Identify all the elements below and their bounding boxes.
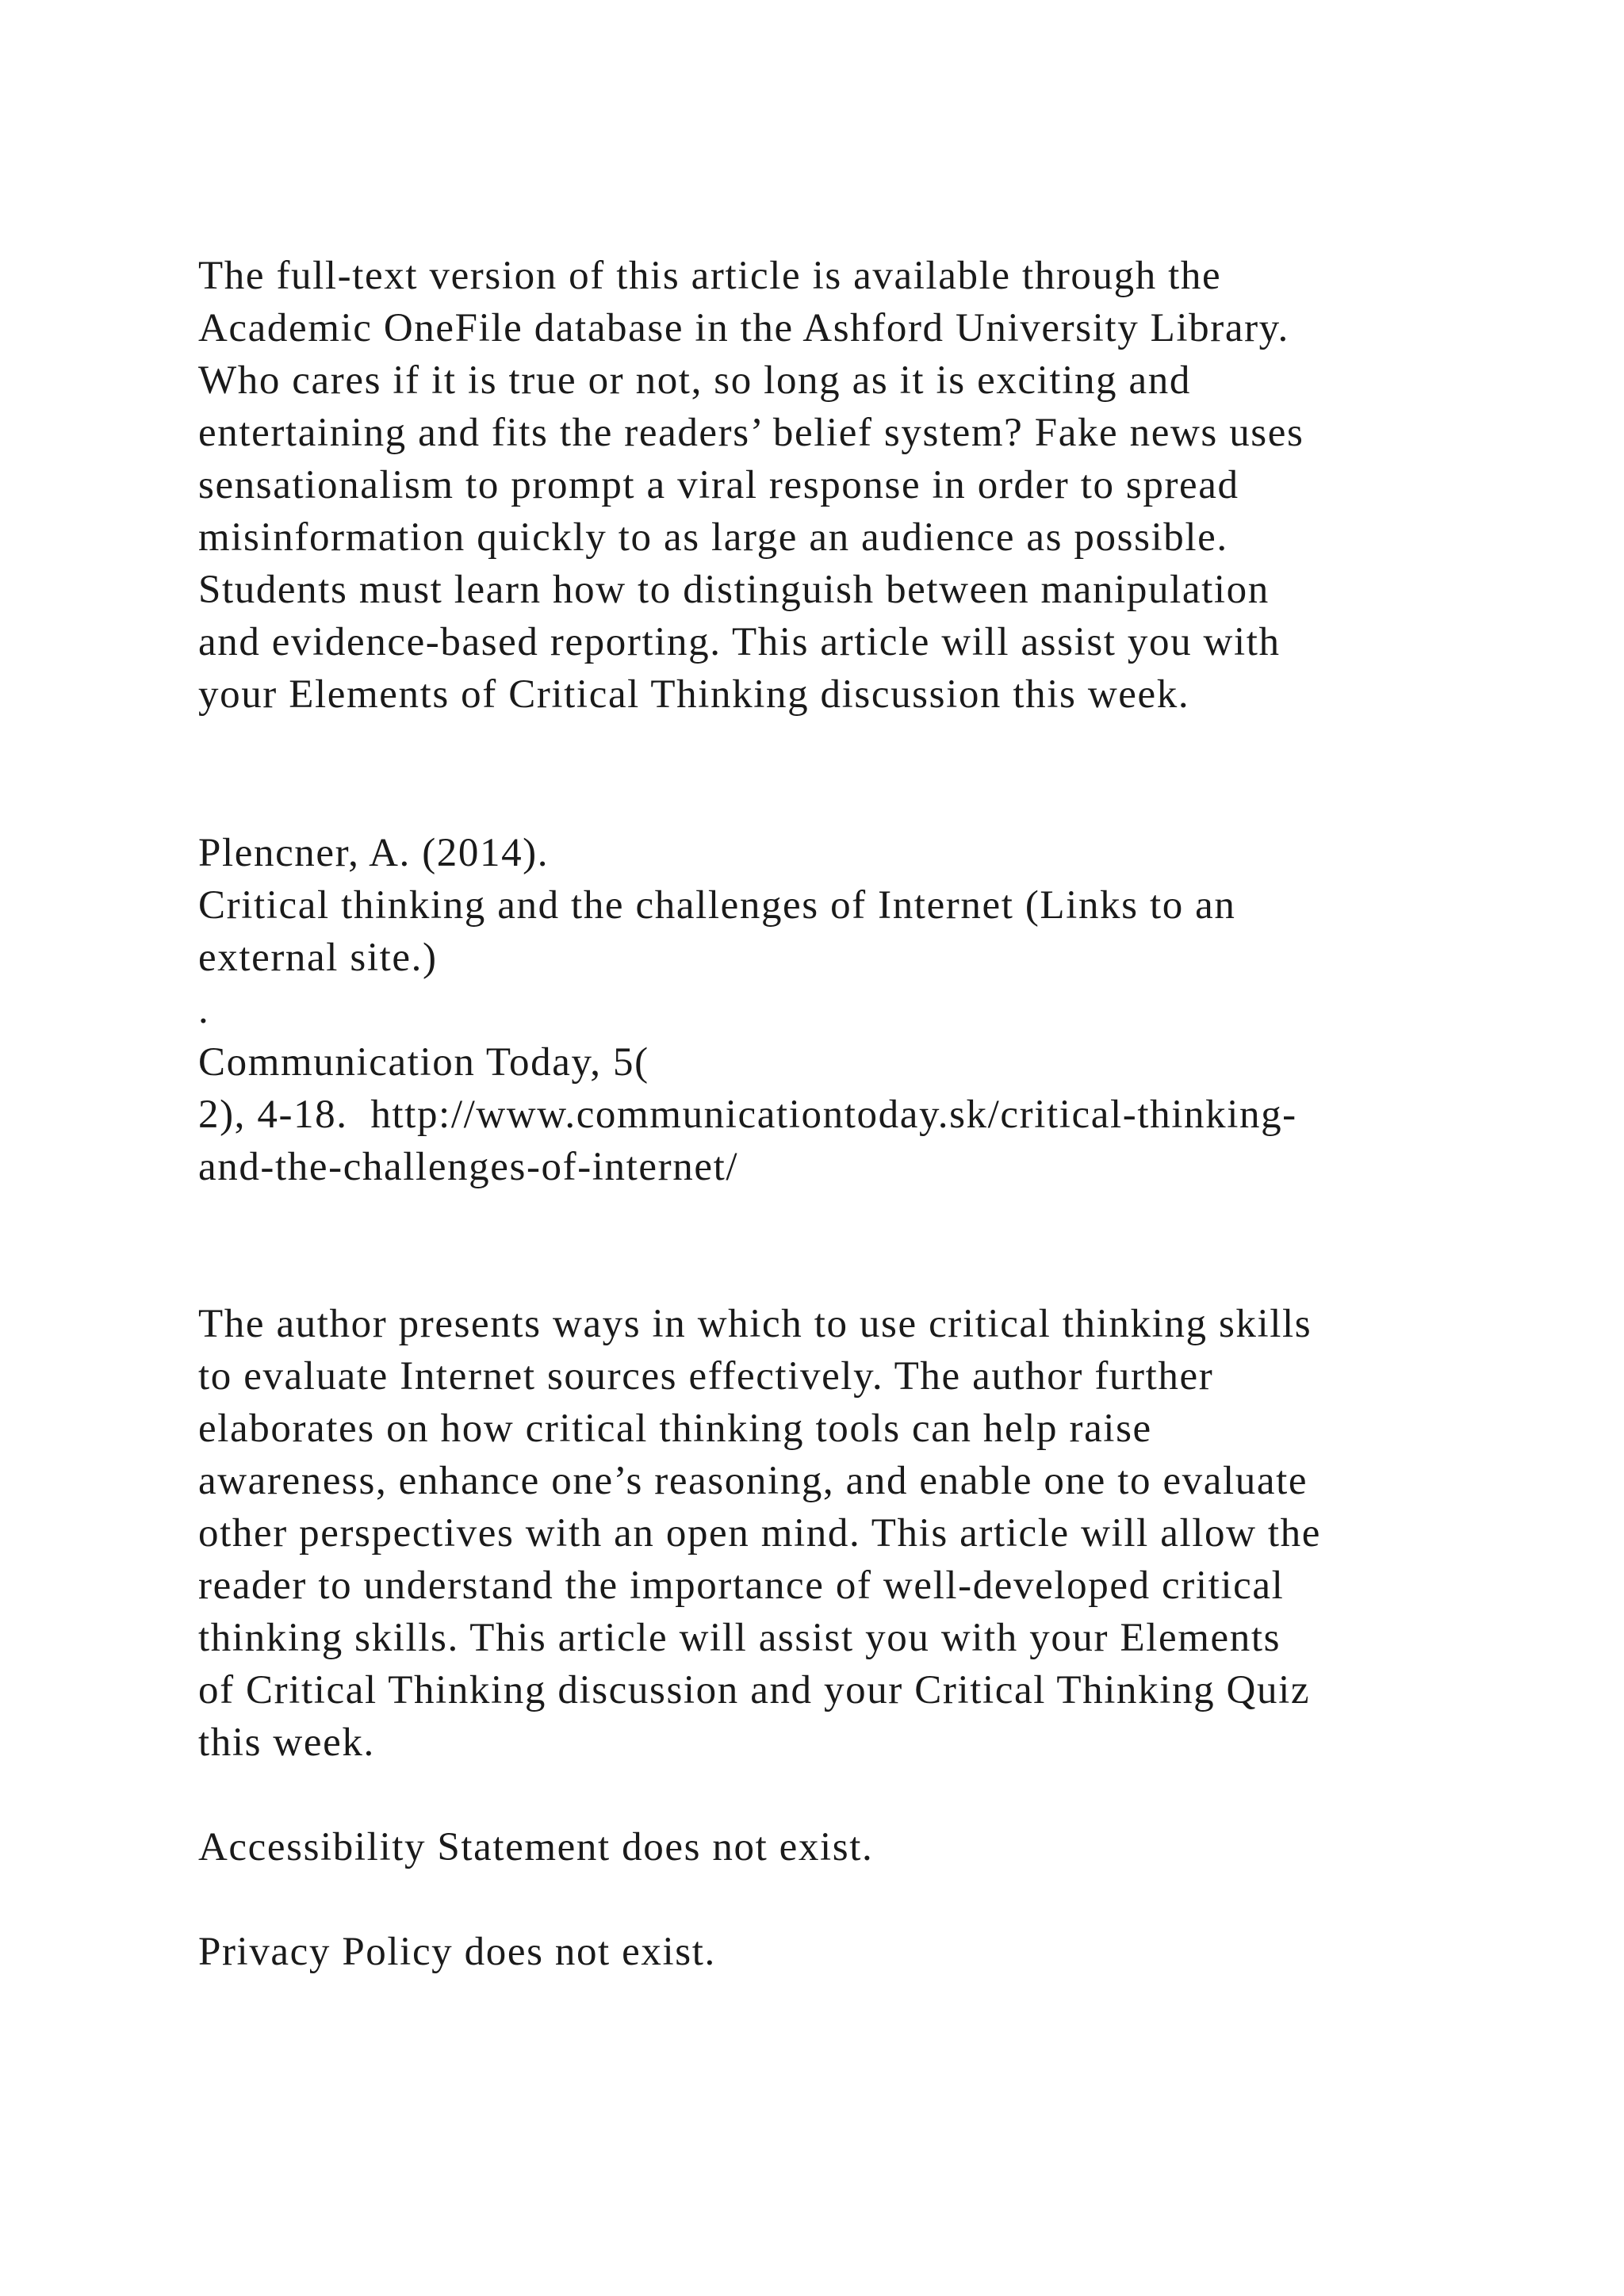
summary-line: thinking skills. This article will assist you with your Elements bbox=[198, 1616, 1281, 1660]
summary-line: elaborates on how critical thinking tools can help raise bbox=[198, 1406, 1152, 1451]
intro-line: entertaining and fits the readers’ belief system? Fake news uses bbox=[198, 411, 1304, 455]
citation-title-link[interactable]: external site.) bbox=[198, 936, 438, 980]
intro-line: Who cares if it is true or not, so long as it is exciting and bbox=[198, 358, 1191, 403]
summary-line: other perspectives with an open mind. This article will allow the bbox=[198, 1511, 1321, 1556]
summary-line: to evaluate Internet sources effectively. The author further bbox=[198, 1354, 1214, 1399]
intro-line: and evidence-based reporting. This article will assist you with bbox=[198, 620, 1281, 664]
summary-line: reader to understand the importance of well-developed critical bbox=[198, 1563, 1285, 1608]
intro-line: sensationalism to prompt a viral response in order to spread bbox=[198, 463, 1239, 507]
accessibility-statement: Accessibility Statement does not exist. bbox=[198, 1825, 874, 1869]
citation-author-year: Plencner, A. (2014). bbox=[198, 831, 550, 875]
citation-title-link[interactable]: Critical thinking and the challenges of Internet (Links to an bbox=[198, 883, 1236, 928]
citation-journal: Communication Today, 5( bbox=[198, 1040, 649, 1085]
summary-line: The author presents ways in which to use critical thinking skills bbox=[198, 1302, 1312, 1346]
citation-period: . bbox=[198, 988, 210, 1032]
summary-line: this week. bbox=[198, 1720, 375, 1765]
summary-line: of Critical Thinking discussion and your Critical Thinking Quiz bbox=[198, 1668, 1311, 1712]
citation-url[interactable]: and-the-challenges-of-internet/ bbox=[198, 1145, 739, 1189]
summary-line: awareness, enhance one’s reasoning, and enable one to evaluate bbox=[198, 1459, 1308, 1503]
intro-line: The full-text version of this article is available through the bbox=[198, 254, 1222, 298]
intro-line: your Elements of Critical Thinking discussion this week. bbox=[198, 672, 1190, 717]
privacy-policy-statement: Privacy Policy does not exist. bbox=[198, 1930, 716, 1974]
intro-line: misinformation quickly to as large an audience as possible. bbox=[198, 515, 1228, 560]
intro-line: Students must learn how to distinguish between manipulation bbox=[198, 568, 1270, 612]
citation-url[interactable]: 2), 4-18. http://www.communicationtoday.sk/critical-thinking- bbox=[198, 1093, 1297, 1137]
intro-line: Academic OneFile database in the Ashford University Library. bbox=[198, 306, 1289, 350]
